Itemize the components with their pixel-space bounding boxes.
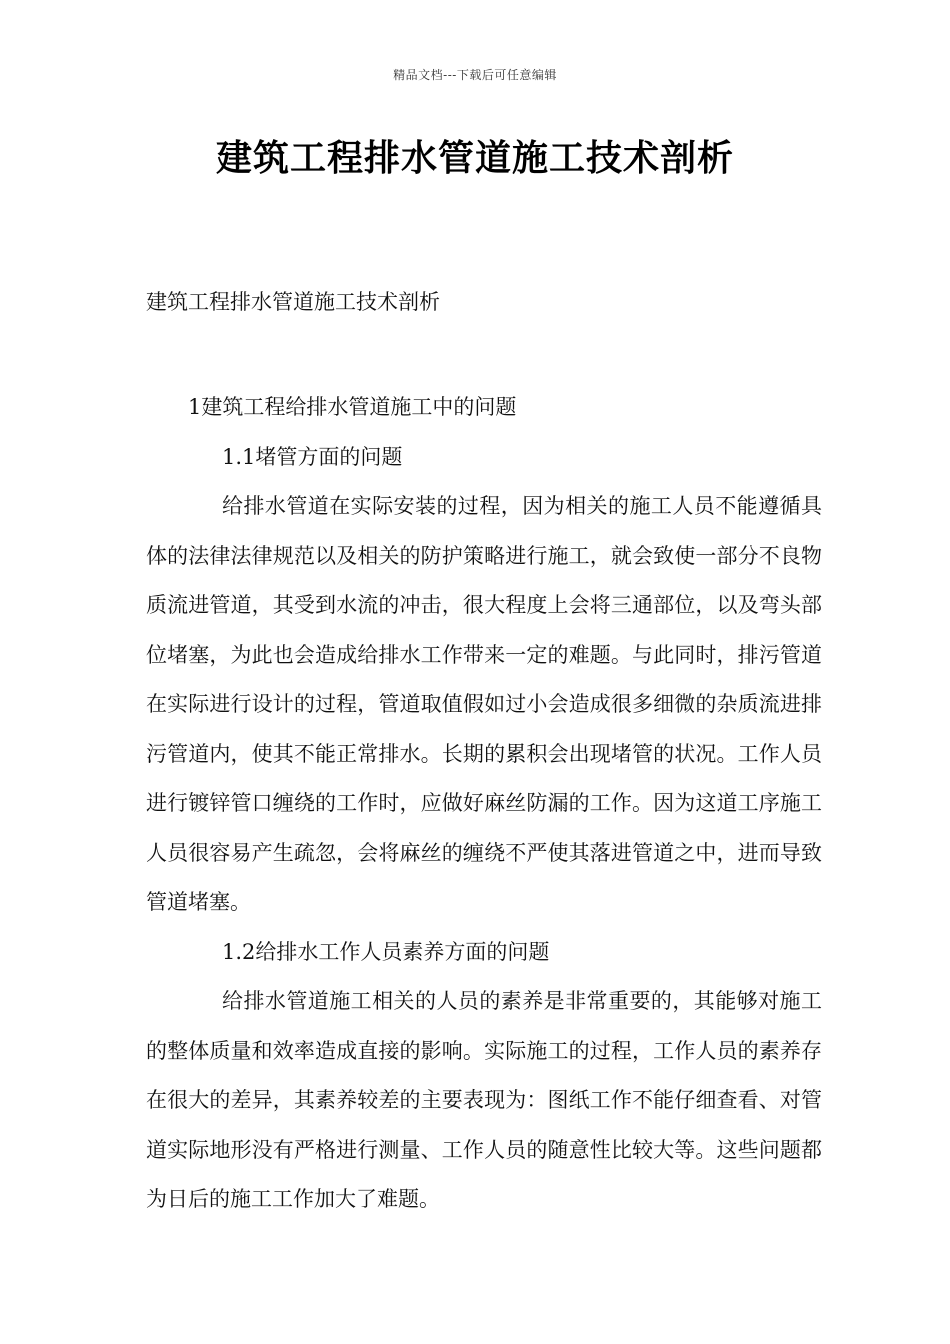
header-note: 精品文档---下载后可任意编辑 — [393, 68, 557, 82]
paragraph-1-1: 给排水管道在实际安装的过程，因为相关的施工人员不能遵循具体的法律法律规范以及相关的防护策略进行施工，就会致使一部分不良物质流进管道，其受到水流的冲击，很大程度上会将三通部位，以及弯头部位堵塞，为此也会造成给排水工作带来一定的难题。与此同时，排污管道在实际进行设计的过程，管道取值假如过小会造成很多细微的杂质流进排污管道内，使其不能正常排水。长期的累积会出现堵管的状况。工作人员进行镀锌管口缠绕的工作时，应做好麻丝防漏的工作。因为这道工序施工人员很容易产生疏忽，会将麻丝的缠绕不严使其落进管道之中，进而导致管道堵塞。 — [146, 494, 822, 914]
section-heading-1: 1建筑工程给排水管道施工中的问题 — [188, 395, 517, 419]
document-body — [146, 383, 822, 1225]
section-heading-1-2: 1.2给排水工作人员素养方面的问题 — [222, 939, 550, 964]
section-heading-1-1: 1.1堵管方面的问题 — [222, 444, 403, 469]
document-title: 建筑工程排水管道施工技术剖析 — [215, 137, 734, 179]
paragraph-1-2: 给排水管道施工相关的人员的素养是非常重要的，其能够对施工的整体质量和效率造成直接的影响。实际施工的过程，工作人员的素养存在很大的差异，其素养较差的主要表现为：图纸工作不能仔细查看、对管道实际地形没有严格进行测量、工作人员的随意性比较大等。这些问题都为日后的施工工作加大了难题。 — [146, 989, 822, 1211]
document-subtitle: 建筑工程排水管道施工技术剖析 — [146, 290, 440, 314]
